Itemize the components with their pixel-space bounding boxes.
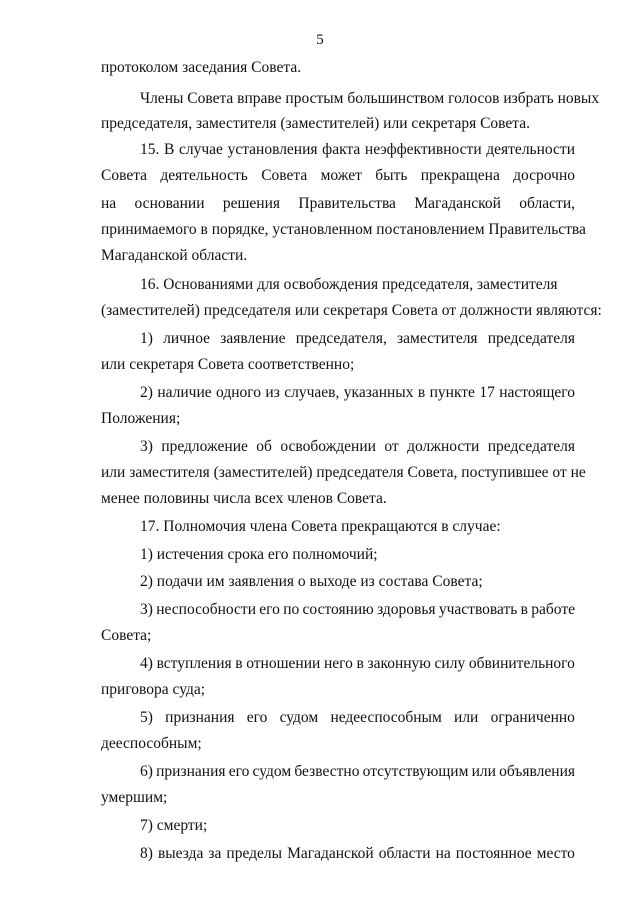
word: наличие — [157, 384, 212, 401]
word: судом — [252, 763, 292, 780]
word: от — [384, 438, 399, 455]
word: работе — [531, 601, 575, 618]
word: 17 — [479, 384, 495, 401]
word: должности — [407, 438, 480, 455]
text-line-justified — [140, 140, 575, 160]
text-line: или заместителя (заместителей) председателя Совета, поступившее от не — [101, 464, 586, 481]
text-line: Положения; — [101, 410, 181, 427]
word: в — [235, 655, 243, 672]
word: Магаданской — [414, 195, 501, 212]
word: 2) — [140, 384, 153, 401]
word: на — [435, 845, 451, 862]
word: установления — [227, 141, 318, 158]
word: области — [378, 845, 431, 862]
word: его — [228, 763, 250, 780]
word: признания — [165, 709, 235, 726]
text-line: 1) истечения срока его полномочий; — [140, 546, 378, 563]
text-line-justified — [140, 654, 575, 674]
word: указанных — [343, 384, 414, 401]
word: случае — [179, 141, 223, 158]
word: 5) — [140, 709, 153, 726]
word: обвинительного — [468, 655, 575, 672]
word: заместителя — [397, 330, 478, 347]
word: деятельности — [486, 141, 575, 158]
word: отношении — [246, 655, 321, 672]
word: состоянию — [302, 601, 374, 618]
word: досрочно — [513, 167, 575, 184]
text-line-justified — [140, 762, 575, 782]
word: признания — [156, 763, 226, 780]
word: Совета — [261, 167, 308, 184]
text-line: 2) подачи им заявления о выходе из состава Совета; — [140, 573, 483, 590]
word: 3) — [140, 601, 153, 618]
word: из — [265, 384, 280, 401]
word: Правительства — [298, 195, 396, 212]
word: объявления — [499, 763, 575, 780]
word: случаев, — [284, 384, 340, 401]
word: настоящего — [499, 384, 575, 401]
word: 3) — [140, 438, 153, 455]
word: личное — [163, 330, 211, 347]
word: может — [320, 167, 362, 184]
word: решения — [222, 195, 281, 212]
text-line-justified — [140, 437, 575, 457]
text-line: принимаемого в порядке, установленном постановлением Правительства — [101, 221, 586, 238]
word: области, — [519, 195, 575, 212]
word: председателя, — [295, 330, 387, 347]
word: Магаданской — [287, 845, 374, 862]
text-line-justified — [140, 600, 575, 620]
word: освобождении — [280, 438, 376, 455]
word: Совета — [101, 167, 148, 184]
word: в — [417, 384, 426, 401]
word: 6) — [140, 763, 153, 780]
text-line: 16. Основаниями для освобождения председателя, заместителя — [140, 276, 558, 293]
word: место — [536, 845, 575, 862]
word: судом — [279, 709, 319, 726]
text-line: 7) смерти; — [140, 817, 208, 834]
text-line-justified — [140, 708, 575, 728]
word: или — [471, 763, 496, 780]
word: основании — [134, 195, 205, 212]
page-number: 5 — [316, 32, 324, 48]
word: 4) — [140, 655, 153, 672]
word: на — [101, 195, 117, 212]
word: заявление — [220, 330, 286, 347]
word: неэффективности — [364, 141, 482, 158]
text-line: умершим; — [101, 789, 168, 806]
word: об — [256, 438, 272, 455]
text-line: Члены Совета вправе простым большинством голосов избрать новых — [140, 90, 600, 107]
text-line-justified — [140, 844, 575, 864]
text-line: Магаданской области. — [101, 247, 248, 264]
word: законную — [367, 655, 431, 672]
text-line: или секретаря Совета соответственно; — [101, 356, 355, 373]
word: деятельность — [160, 167, 248, 184]
word: 8) — [140, 845, 153, 862]
word: прекращена — [420, 167, 500, 184]
word: председателя — [487, 330, 575, 347]
text-line: дееспособным; — [101, 735, 202, 752]
text-line: председателя, заместителя (заместителей) или секретаря Совета. — [101, 115, 531, 132]
text-line: Совета; — [101, 627, 152, 644]
word: недееспособным — [330, 709, 442, 726]
word: в — [520, 601, 528, 618]
word: постоянное — [455, 845, 532, 862]
text-line-justified — [140, 383, 575, 403]
text-line-justified — [101, 166, 575, 186]
word: 1) — [140, 330, 153, 347]
word: В — [164, 141, 175, 158]
word: быть — [375, 167, 408, 184]
text-line: менее половины числа всех членов Совета. — [101, 490, 387, 507]
word: вступления — [156, 655, 232, 672]
word: ограниченно — [490, 709, 575, 726]
text-line-justified — [101, 194, 575, 214]
word: одного — [216, 384, 262, 401]
text-line: (заместителей) председателя или секретаря Совета от должности являются: — [101, 302, 602, 319]
word: в — [356, 655, 364, 672]
text-line: 17. Полномочия члена Совета прекращаются в случае: — [140, 518, 501, 535]
word: него — [323, 655, 353, 672]
word: его — [259, 601, 280, 618]
word: по — [283, 601, 300, 618]
word: пределы — [226, 845, 283, 862]
word: предложение — [161, 438, 248, 455]
word: 15. — [140, 141, 160, 158]
word: пункте — [429, 384, 475, 401]
word: его — [246, 709, 268, 726]
word: безвестно — [294, 763, 360, 780]
text-line: протоколом заседания Совета. — [101, 59, 302, 76]
word: здоровья — [377, 601, 436, 618]
word: силу — [434, 655, 466, 672]
word: выезда — [157, 845, 204, 862]
word: отсутствующим — [362, 763, 469, 780]
word: участвовать — [438, 601, 518, 618]
word: председателя — [487, 438, 575, 455]
text-line-justified — [140, 329, 575, 349]
text-line: приговора суда; — [101, 681, 206, 698]
word: или — [454, 709, 479, 726]
word: неспособности — [156, 601, 256, 618]
word: факта — [322, 141, 361, 158]
word: за — [208, 845, 222, 862]
